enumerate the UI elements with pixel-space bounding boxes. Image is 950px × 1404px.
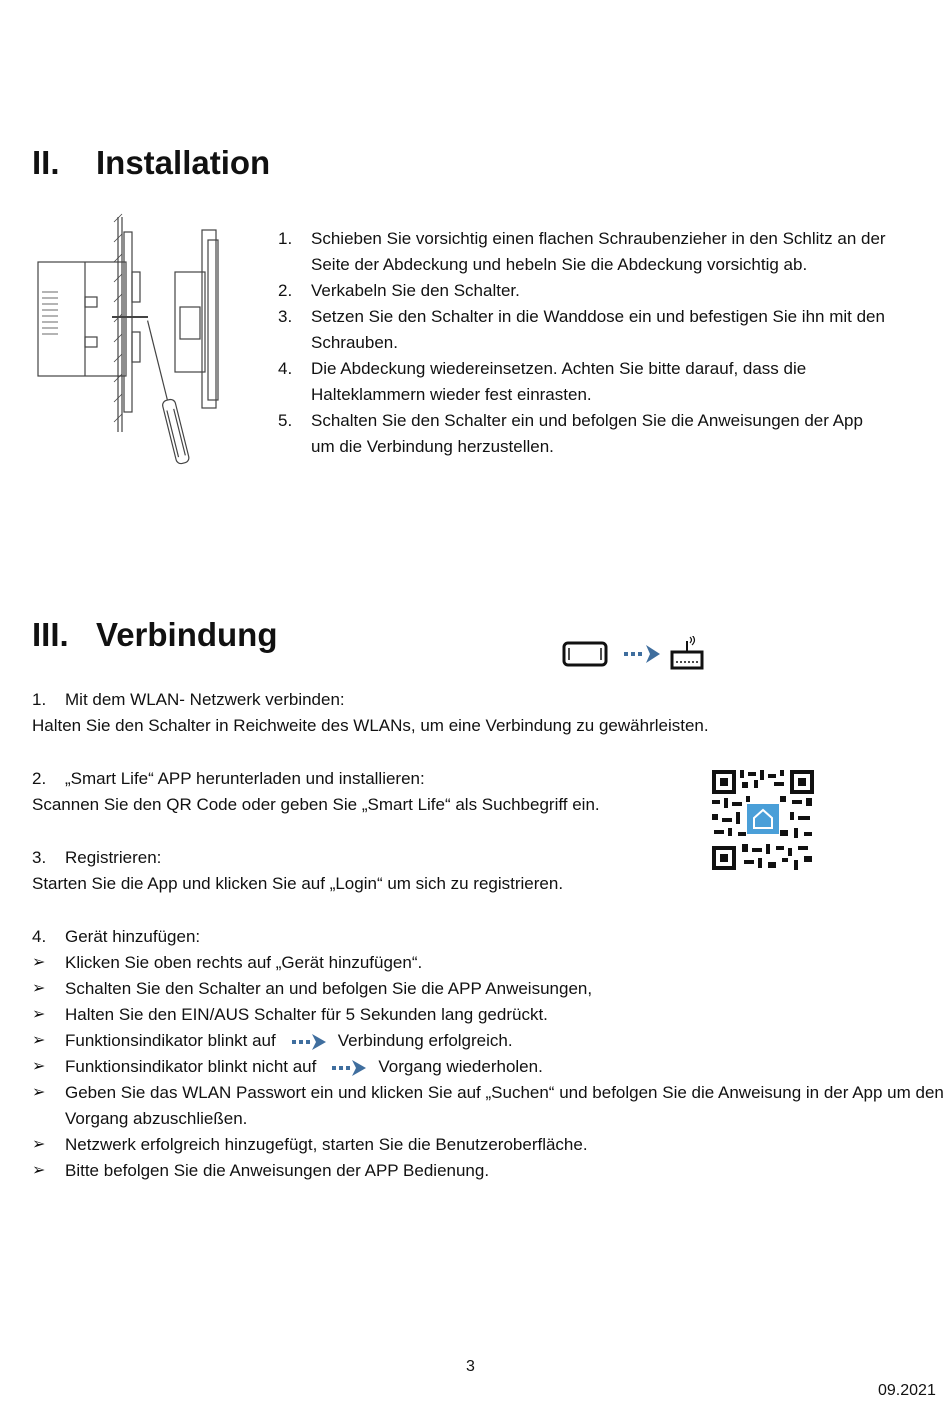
step-block [32, 845, 563, 897]
list-item: ➢ Bitte befolgen Sie die Anweisungen der APP Bedienung. [32, 1158, 950, 1184]
step-heading: 4. Gerät hinzufügen: [32, 927, 201, 946]
list-item: ➢ Netzwerk erfolgreich hinzugefügt, starten Sie die Benutzeroberfläche. [32, 1132, 950, 1158]
list-item: 5. Schalten Sie den Schalter ein und befolgen Sie die Anweisungen der App um die Verbindung herzustellen. [278, 411, 863, 456]
router-icon [672, 636, 702, 668]
section-number: III. [32, 616, 69, 653]
section-heading-verbindung [32, 615, 278, 655]
list-item: 4. Die Abdeckung wiedereinsetzen. Achten Sie bitte darauf, dass die Halteklammern wieder fest einrasten. [278, 359, 807, 404]
section-title: Installation [96, 144, 271, 181]
page-number: 3 [466, 1358, 475, 1375]
section-heading-installation [32, 143, 270, 183]
step-text: Scannen Sie den QR Code oder geben Sie „Smart Life“ als Suchbegriff ein. [32, 795, 600, 814]
bullet-marker: ➢ [32, 1006, 46, 1023]
list-item: ➢ Halten Sie den EIN/AUS Schalter für 5 Sekunden lang gedrückt. [32, 1002, 950, 1028]
bullet-marker: ➢ [32, 1162, 46, 1179]
arrow-right-icon [624, 645, 660, 663]
list-item: ➢ Geben Sie das WLAN Passwort ein und klicken Sie auf „Suchen“ und befolgen Sie die Anweisung in der App um den Vorgang abzuschließen. [32, 1080, 950, 1132]
section-title: Verbindung [96, 616, 278, 653]
bullet-marker: ➢ [32, 1136, 46, 1153]
connection-illustration [560, 636, 710, 672]
arrow-right-icon [330, 1059, 368, 1077]
step-heading: 3. Registrieren: [32, 848, 162, 867]
list-item: 2. Verkabeln Sie den Schalter. [278, 281, 520, 300]
step-block [32, 766, 600, 818]
bullet-marker: ➢ [32, 980, 46, 997]
list-item: ➢ Klicken Sie oben rechts auf „Gerät hinzufügen“. [32, 950, 950, 976]
installation-diagram [30, 212, 240, 482]
step-text: Starten Sie die App und klicken Sie auf „Login“ um sich zu registrieren. [32, 874, 564, 893]
step-heading: 2. „Smart Life“ APP herunterladen und installieren: [32, 769, 425, 788]
bullet-marker: ➢ [32, 1084, 46, 1101]
document-date: 09.2021 [878, 1382, 936, 1399]
list-item: ➢ Schalten Sie den Schalter an und befolgen Sie die APP Anweisungen, [32, 976, 950, 1002]
step-block [32, 687, 709, 739]
step-block [32, 924, 950, 1184]
bullet-marker: ➢ [32, 1032, 46, 1049]
list-item: 3. Setzen Sie den Schalter in die Wanddose ein und befestigen Sie ihn mit den Schrauben. [278, 307, 885, 352]
list-item: ➢ Funktionsindikator blinkt auf Verbindung erfolgreich. [32, 1028, 950, 1054]
list-item: 1. Schieben Sie vorsichtig einen flachen Schraubenzieher in den Schlitz an der Seite der Abdeckung und hebeln Sie die Abdeckung vorsichtig ab. [278, 229, 886, 274]
bullet-marker: ➢ [32, 954, 46, 971]
bullet-marker: ➢ [32, 1058, 46, 1075]
phone-icon [564, 643, 606, 665]
arrow-right-icon [290, 1033, 328, 1051]
step-heading: 1. Mit dem WLAN- Netzwerk verbinden: [32, 690, 345, 709]
section-number: II. [32, 144, 60, 181]
installation-steps [278, 226, 891, 460]
step-text: Halten Sie den Schalter in Reichweite des WLANs, um eine Verbindung zu gewährleisten. [32, 716, 709, 735]
qr-code-icon[interactable] [710, 768, 816, 872]
list-item: ➢ Funktionsindikator blinkt nicht auf Vorgang wiederholen. [32, 1054, 950, 1080]
